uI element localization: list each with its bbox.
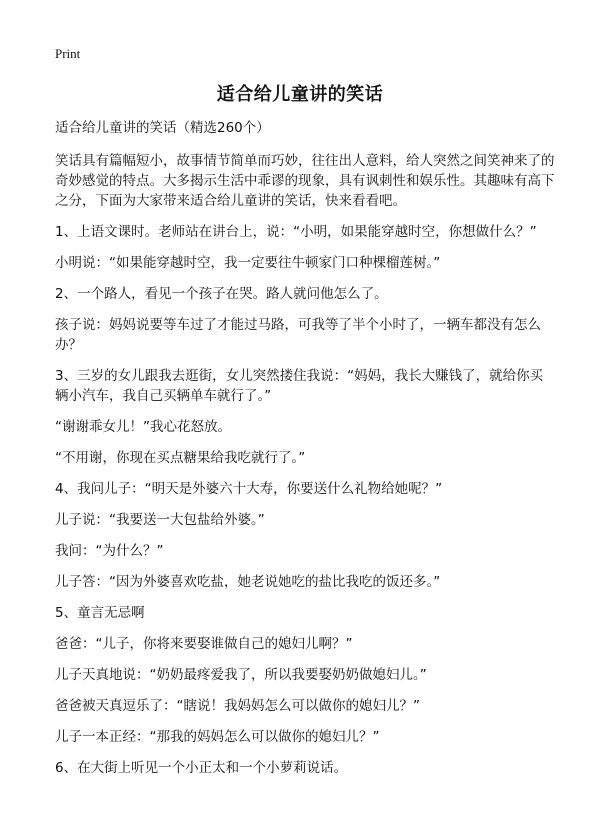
document-body: [55, 118, 556, 789]
page-title: 适合给儿童讲的笑话: [216, 84, 384, 105]
paragraph: 儿子说：“我要送一大包盐给外婆。”: [55, 512, 265, 528]
paragraph: “不用谢，你现在买点糖果给我吃就行了。”: [55, 450, 306, 466]
paragraph: 4、我问儿子：“明天是外婆六十大寿，你要送什么礼物给她呢？”: [55, 481, 443, 497]
paragraph: 小明说：“如果能穿越时空，我一定要往牛顿家门口种棵榴莲树。”: [55, 255, 441, 271]
paragraph: 3、三岁的女儿跟我去逛街，女儿突然搂住我说：“妈妈，我长大赚钱了，就给你买辆小汽车，我自己买辆单车就行了。”: [55, 368, 544, 404]
print-link[interactable]: Print: [55, 46, 81, 61]
document-subtitle: 适合给儿童讲的笑话（精选260个）: [55, 120, 270, 136]
paragraph: 我问：“为什么？”: [55, 543, 164, 559]
paragraph: “谢谢乖女儿！”我心花怒放。: [55, 419, 231, 435]
paragraph: 爸爸被天真逗乐了：“瞎说！我妈妈怎么可以做你的媳妇儿？”: [55, 698, 420, 714]
paragraph: 2、一个路人，看见一个孩子在哭。路人就问他怎么了。: [55, 286, 388, 302]
paragraph: 儿子天真地说：“奶奶最疼爱我了，所以我要娶奶奶做媳妇儿。”: [55, 667, 427, 683]
paragraph: 5、童言无忌啊: [55, 605, 145, 621]
intro-paragraph: 笑话具有篇幅短小，故事情节简单而巧妙，往往出人意料，给人突然之间笑神来了的奇妙感觉的特点。大多揭示生活中乖谬的现象，具有讽刺性和娱乐性。其趣味有高下之分，下面为大家带来适合给儿童讲的笑话，快来看看吧。: [55, 153, 555, 209]
paragraph: 儿子答：“因为外婆喜欢吃盐，她老说她吃的盐比我吃的饭还多。”: [55, 574, 441, 590]
paragraph: 孩子说：妈妈说要等车过了才能过马路，可我等了半个小时了，一辆车都没有怎么办？: [55, 317, 541, 353]
paragraph: 儿子一本正经：“那我的妈妈怎么可以做你的媳妇儿？”: [55, 729, 380, 745]
paragraph: 6、在大街上听见一个小正太和一个小萝莉说话。: [55, 760, 348, 776]
paragraph: 1、上语文课时。老师站在讲台上，说：“小明，如果能穿越时空，你想做什么？”: [55, 224, 537, 240]
paragraph: 爸爸：“儿子，你将来要娶谁做自己的媳妇儿啊？”: [55, 636, 353, 652]
